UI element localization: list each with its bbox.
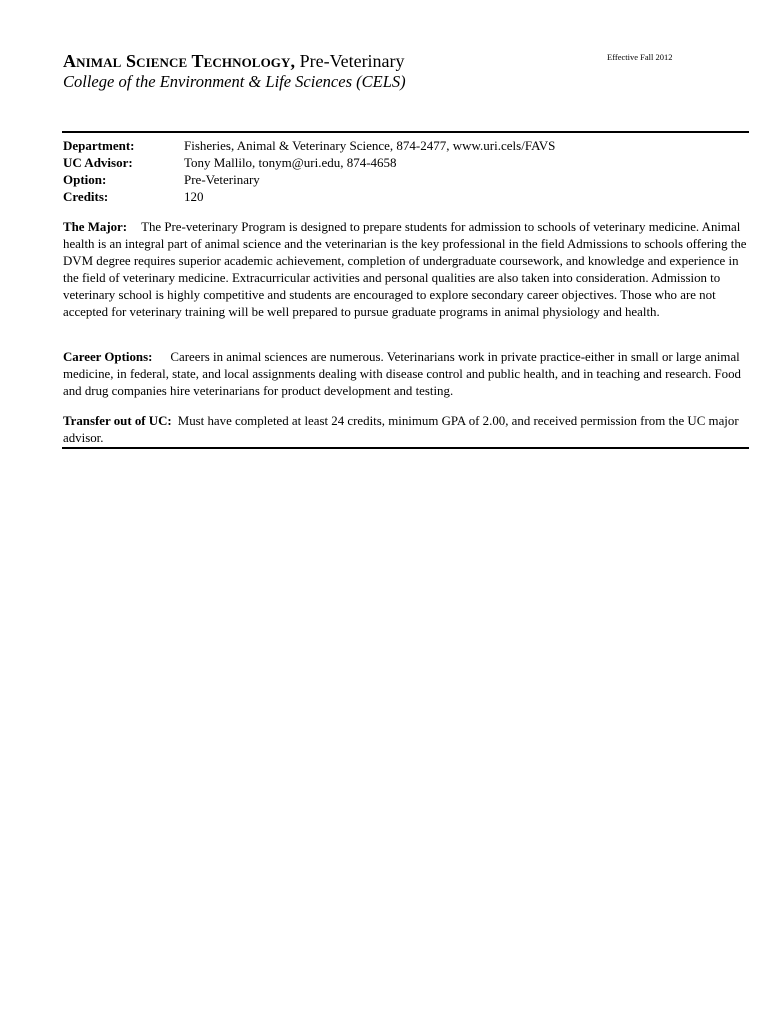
- career-label: Career Options:: [63, 350, 153, 364]
- program-option: Pre-Veterinary: [295, 51, 405, 71]
- career-text: Careers in animal sciences are numerous. Veterinarians work in private practice-either in small or large animal medicine, in federal, state, and local assignments dealing with disease control and public health, and in teaching and research. Food and drug companies hire veterinarians for product development and testing.: [63, 350, 741, 398]
- major-text: The Pre-veterinary Program is designed to prepare students for admission to schools of veterinary medicine. Animal health is an integral part of animal science and the veterinarian is the key professional in the field Admissions to schools offering the DVM degree requires superior academic achievement, completion of undergraduate coursework, and knowledge and experience in the field of veterinary medicine. Extracurricular activities and personal qualities are also taken into consideration. Admission to veterinary school is highly competitive and students are encouraged to explore secondary career objectives. Those who are not accepted for veterinary training will be well prepared to pursue graduate programs in animal physiology and health.: [63, 220, 747, 319]
- option-label: Option:: [63, 172, 107, 187]
- effective-date: Effective Fall 2012: [607, 52, 673, 62]
- program-heading: [63, 50, 405, 72]
- transfer-label: Transfer out of UC:: [63, 414, 172, 428]
- major-section: [63, 219, 749, 321]
- advisor-row: [63, 154, 749, 171]
- credits-row: [63, 188, 749, 205]
- program-info: [63, 137, 749, 205]
- option-value: Pre-Veterinary: [184, 172, 260, 187]
- advisor-label: UC Advisor:: [63, 155, 133, 170]
- department-row: [63, 137, 749, 154]
- credits-label: Credits:: [63, 189, 109, 204]
- option-row: [63, 171, 749, 188]
- program-title: Animal Science Technology,: [63, 51, 296, 71]
- top-divider: [62, 131, 749, 133]
- career-section: [63, 349, 749, 400]
- department-value: Fisheries, Animal & Veterinary Science, 874-2477, www.uri.cels/FAVS: [184, 138, 556, 153]
- bottom-divider: [62, 447, 749, 449]
- department-label: Department:: [63, 138, 135, 153]
- transfer-section: [63, 413, 749, 447]
- major-label: The Major:: [63, 220, 128, 234]
- credits-value: 120: [184, 189, 204, 204]
- advisor-value: Tony Mallilo, tonym@uri.edu, 874-4658: [184, 155, 397, 170]
- transfer-text: Must have completed at least 24 credits, minimum GPA of 2.00, and received permission from the UC major advisor.: [63, 414, 739, 445]
- college-name: College of the Environment & Life Sciences (CELS): [63, 72, 406, 91]
